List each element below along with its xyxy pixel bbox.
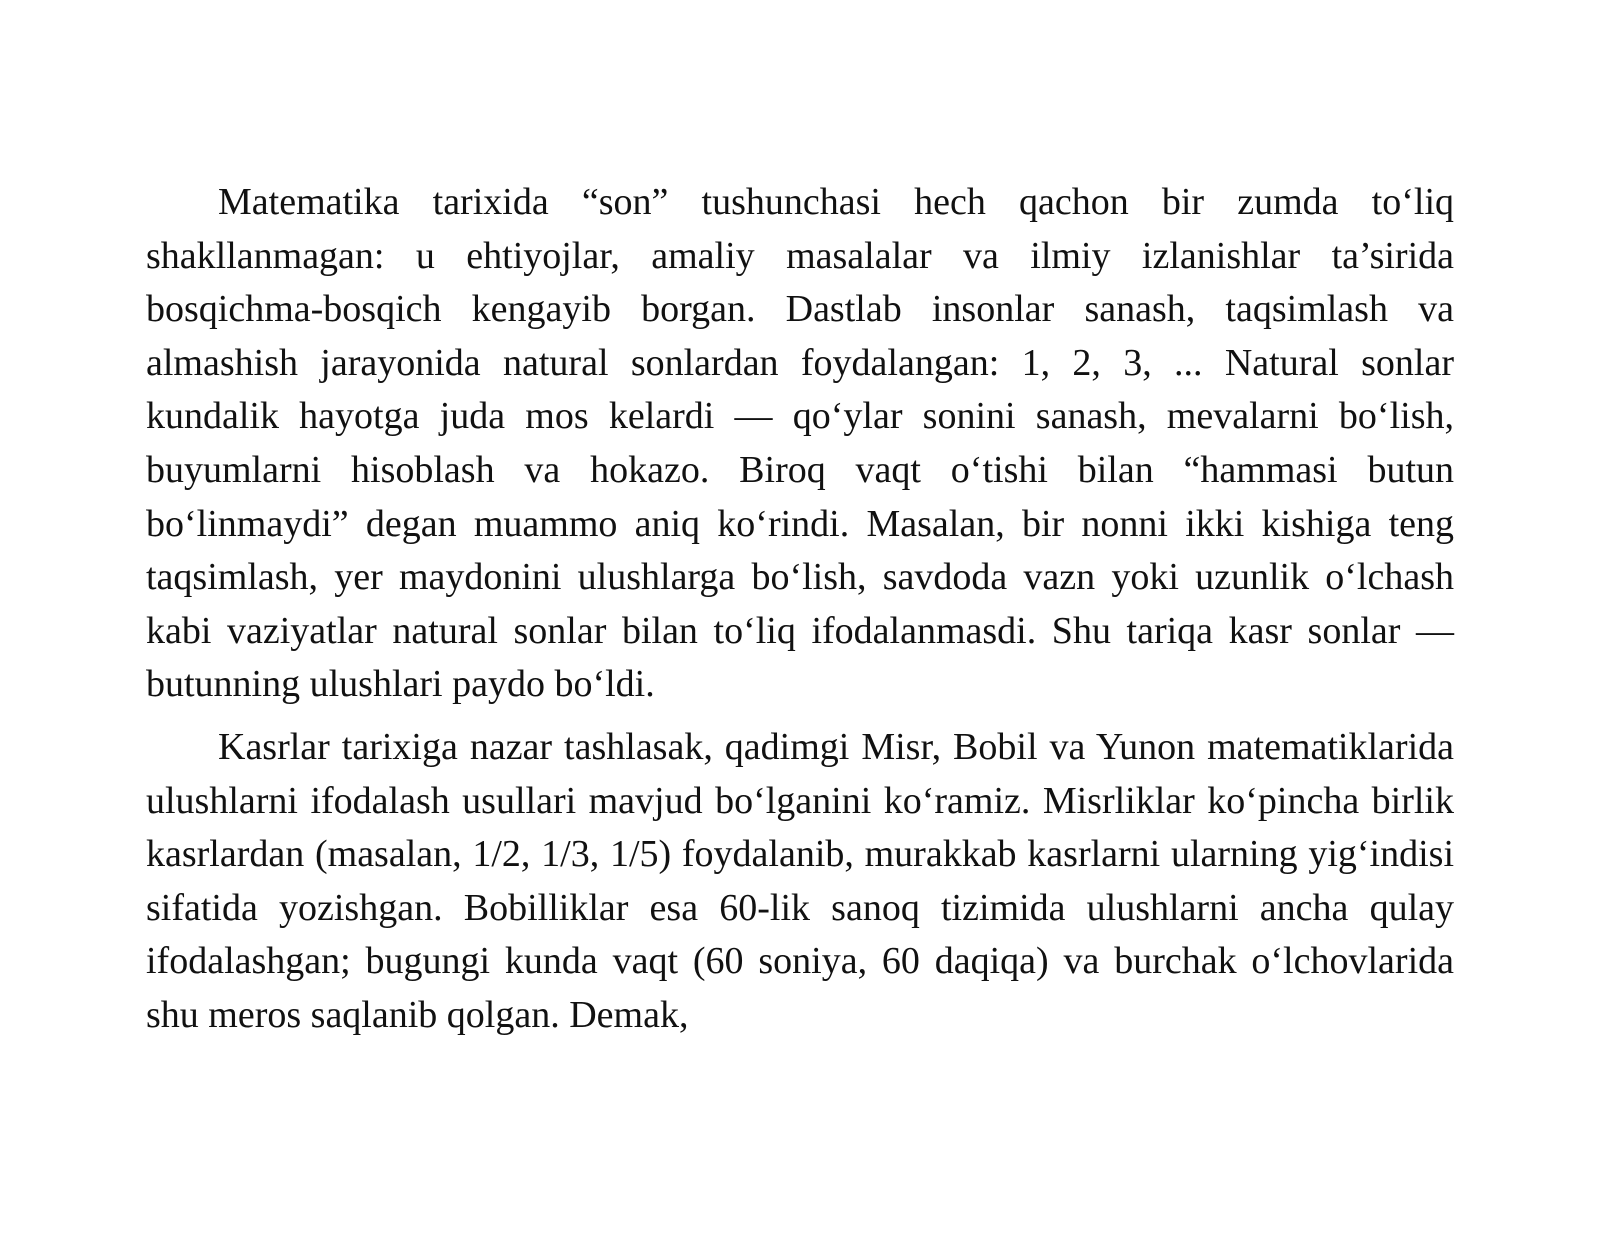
- paragraph-1: Matematika tarixida “son” tushunchasi hech qachon bir zumda to‘liq shakllanmagan: u ehtiyojlar, amaliy masalalar va ilmiy izlanishlar ta’sirida bosqichma-bosqich kengayib borgan. Dastlab insonlar sanash, taqsimlash va almashish jarayonida natural sonlardan foydalangan: 1, 2, 3, ... Natural sonlar kundalik hayotga juda mos kelardi — qo‘ylar sonini sanash, mevalarni bo‘lish, buyumlarni hisoblash va hokazo. Biroq vaqt o‘tishi bilan “hammasi butun bo‘linmaydi” degan muammo aniq ko‘rindi. Masalan, bir nonni ikki kishiga teng taqsimlash, yer maydonini ulushlarga bo‘lish, savdoda vazn yoki uzunlik o‘lchash kabi vaziyatlar natural sonlar bilan to‘liq ifodalanmasdi. Shu tariqa kasr sonlar — butunning ulushlari paydo bo‘ldi.: [146, 181, 1454, 706]
- document-page: [146, 176, 1454, 1052]
- paragraph-2: Kasrlar tarixiga nazar tashlasak, qadimgi Misr, Bobil va Yunon matematiklarida ulushlarni ifodalash usullari mavjud bo‘lganini ko‘ramiz. Misrliklar ko‘pincha birlik kasrlardan (masalan, 1/2, 1/3, 1/5) foydalanib, murakkab kasrlarni ularning yig‘indisi sifatida yozishgan. Bobilliklar esa 60-lik sanoq tizimida ulushlarni ancha qulay ifodalashgan; bugungi kunda vaqt (60 soniya, 60 daqiqa) va burchak o‘lchovlarida shu meros saqlanib qolgan. Demak,: [146, 725, 1454, 1036]
